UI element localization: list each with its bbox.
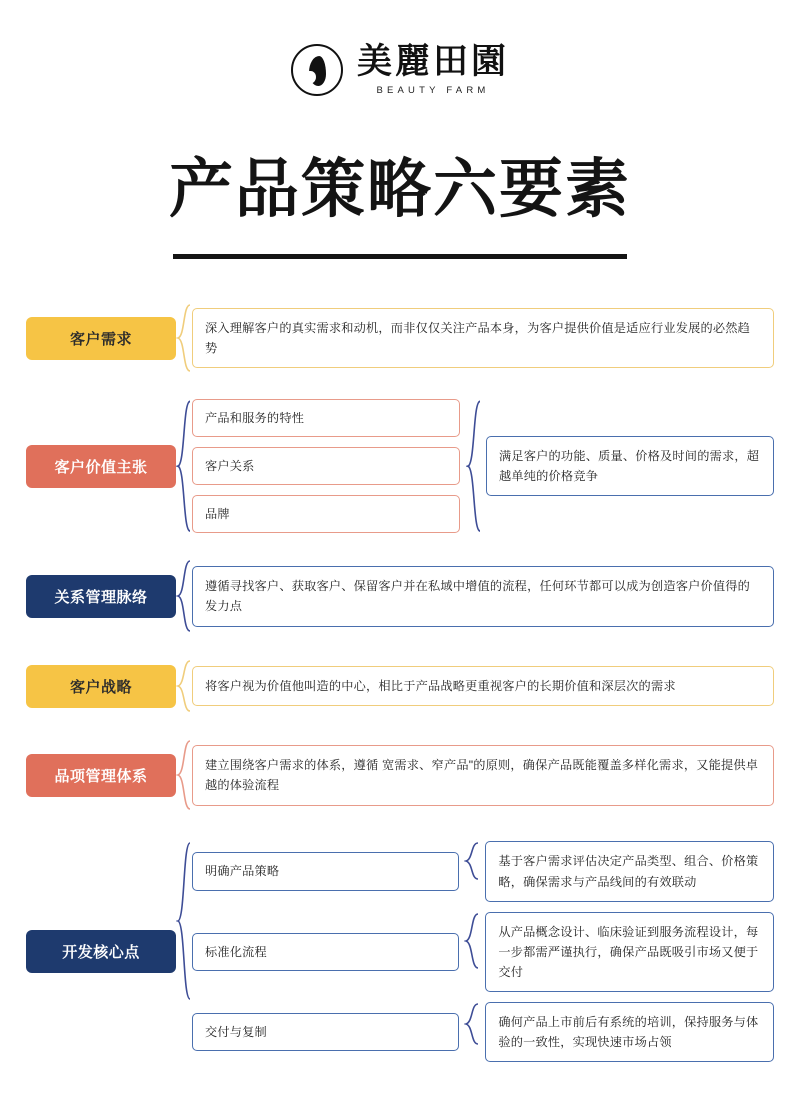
text-box: 基于客户需求评估决定产品类型、组合、价格策略，确保需求与产品线间的有效联动 [485,841,774,901]
brace-icon [176,399,192,533]
brace-icon [464,1002,480,1046]
section-customer-needs [26,303,774,373]
section-content-customer-needs [192,308,774,368]
pair-left [192,852,459,890]
pair-left [192,933,459,971]
pair-left [192,1013,459,1051]
development-core-pairs [192,841,774,1062]
brand-logo [0,41,800,96]
section-label-development-core: 开发核心点 [26,930,176,973]
brand-wordmark [356,41,509,96]
pair-right [485,1002,774,1062]
pair-right [485,841,774,901]
text-box: 品牌 [192,495,460,533]
brace-icon [176,739,192,811]
strategy-diagram [0,303,800,1062]
text-box: 遵循寻找客户、获取客户、保留客户并在私域中增值的流程，任何环节都可以成为创造客户价值得的发力点 [192,566,774,626]
brace-icon [176,303,192,373]
section-label-customer-value-proposition: 客户价值主张 [26,445,176,488]
section-customer-strategy [26,659,774,713]
brand-name-en: BEAUTY FARM [376,84,490,96]
section-customer-value-proposition [26,399,774,533]
brace-icon [176,559,192,633]
text-box: 建立围绕客户需求的体系，遵循 宽需求、窄产品"的原则，确保产品既能覆盖多样化需求，又能提供卓越的体验流程 [192,745,774,805]
brace-icon [464,841,480,881]
brace-icon [464,912,480,970]
section-items-customer-value-proposition [192,399,460,533]
text-box: 明确产品策略 [192,852,459,890]
text-box: 客户关系 [192,447,460,485]
text-box: 深入理解客户的真实需求和动机，而非仅仅关注产品本身，为客户提供价值是适应行业发展的必然趋势 [192,308,774,368]
section-content-product-item-management [192,745,774,805]
brace-icon [176,659,192,713]
section-label-relationship-management: 关系管理脉络 [26,575,176,618]
brand-name-cn: 美麗田園 [356,41,509,82]
text-box: 满足客户的功能、质量、价格及时间的需求，超越单纯的价格竞争 [486,436,774,496]
brace-icon [466,399,482,533]
text-box: 将客户视为价值他叫造的中心，相比于产品战略更重视客户的长期价值和深层次的需求 [192,666,774,706]
pair-row [192,912,774,992]
text-box: 确何产品上市前后有系统的培训，保持服务与体验的一致性，实现快速市场占领 [485,1002,774,1062]
pair-row [192,841,774,901]
text-box: 从产品概念设计、临床验证到服务流程设计，每一步都需严谨执行，确保产品既吸引市场又便于交付 [485,912,774,992]
section-label-customer-strategy: 客户战略 [26,665,176,708]
section-content-customer-strategy [192,666,774,706]
text-box: 产品和服务的特性 [192,399,460,437]
text-box: 交付与复制 [192,1013,459,1051]
section-product-item-management [26,739,774,811]
section-summary-customer-value-proposition [486,436,774,496]
beauty-farm-circle-logo-icon [291,44,343,96]
section-relationship-management [26,559,774,633]
page-title: 产品策略六要素 [169,153,631,227]
brace-icon [176,841,192,1001]
title-divider [173,254,627,259]
text-box: 标准化流程 [192,933,459,971]
section-label-product-item-management: 品项管理体系 [26,754,176,797]
pair-row [192,1002,774,1062]
section-development-core [26,841,774,1062]
section-label-customer-needs: 客户需求 [26,317,176,360]
section-content-relationship-management [192,566,774,626]
pair-right [485,912,774,992]
